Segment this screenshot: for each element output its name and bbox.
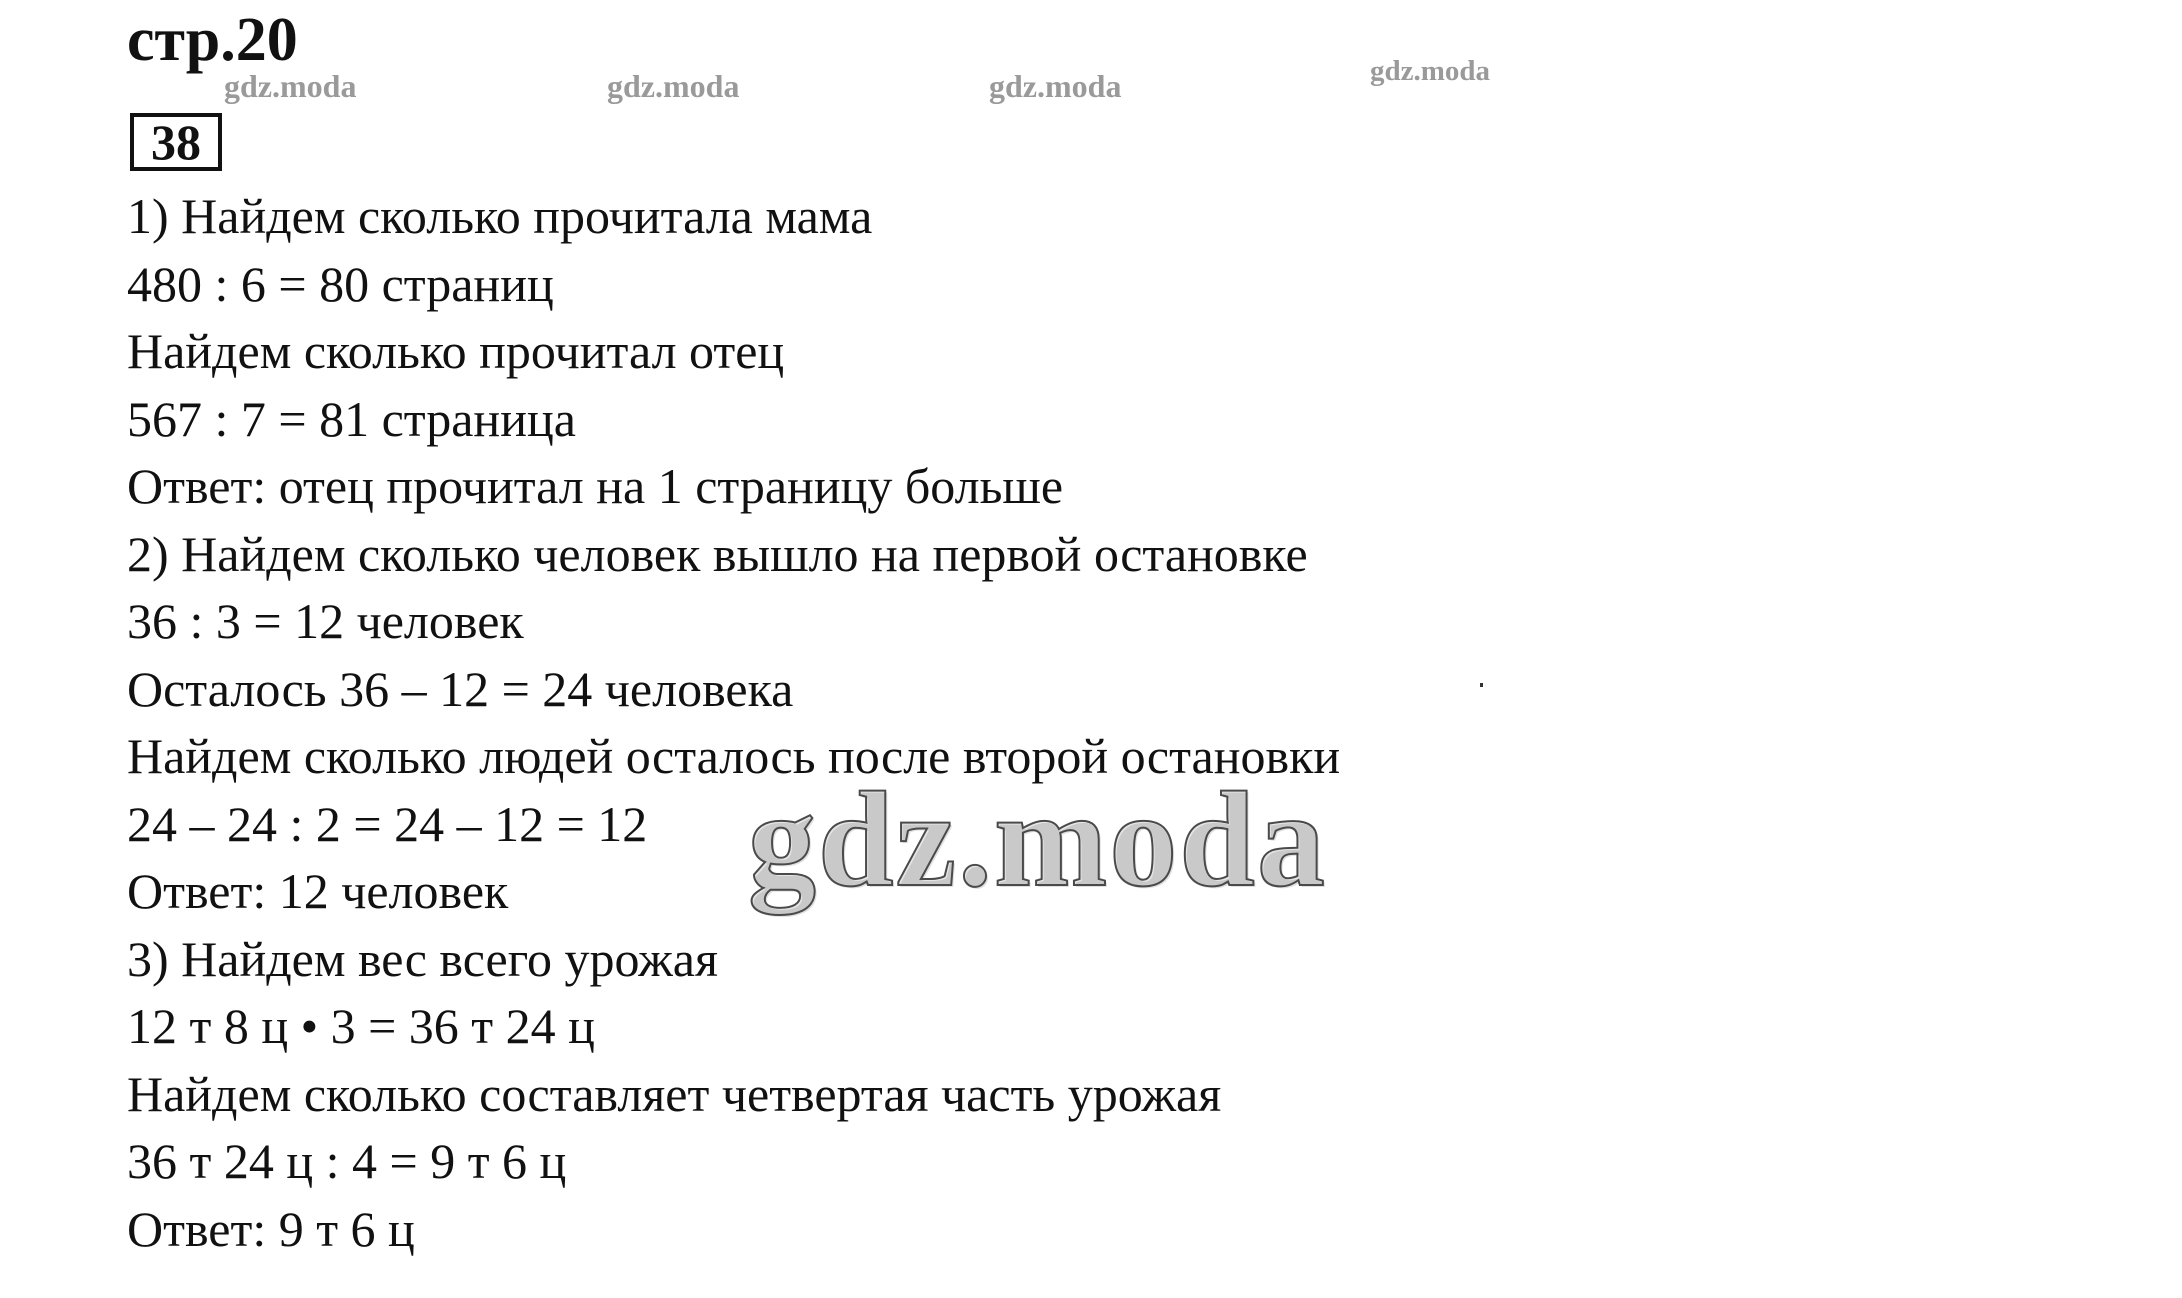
solution-line: 480 : 6 = 80 страниц bbox=[127, 255, 554, 312]
watermark-large: gdz.moda bbox=[748, 765, 1327, 915]
page-number: стр.20 bbox=[127, 6, 298, 74]
ink-speck bbox=[1480, 683, 1483, 687]
solution-line: 567 : 7 = 81 страница bbox=[127, 390, 576, 447]
watermark: gdz.moda bbox=[607, 68, 740, 104]
solution-line: Ответ: 9 т 6 ц bbox=[127, 1200, 415, 1257]
solution-line: Ответ: 12 человек bbox=[127, 863, 509, 919]
solution-line: 2) Найдем сколько человек вышло на первой остановке bbox=[127, 525, 1308, 582]
solution-line: 36 : 3 = 12 человек bbox=[127, 593, 524, 649]
solution-line: 36 т 24 ц : 4 = 9 т 6 ц bbox=[127, 1133, 567, 1189]
solution-line: Найдем сколько составляет четвертая часть урожая bbox=[127, 1065, 1222, 1122]
solution-line: Осталось 36 – 12 = 24 человека bbox=[127, 660, 794, 717]
watermark: gdz.moda bbox=[989, 68, 1122, 104]
task-number-badge: 38 bbox=[130, 113, 222, 171]
solution-text bbox=[127, 183, 1340, 1263]
solution-line: 24 – 24 : 2 = 24 – 12 = 12 bbox=[127, 795, 648, 852]
solution-line: 3) Найдем вес всего урожая bbox=[127, 930, 718, 987]
solution-line: Найдем сколько людей осталось после второй остановки bbox=[127, 728, 1341, 784]
solution-line: 12 т 8 ц • 3 = 36 т 24 ц bbox=[127, 998, 595, 1054]
solution-line: Ответ: отец прочитал на 1 страницу больше bbox=[127, 458, 1064, 514]
watermark: gdz.moda bbox=[1370, 55, 1491, 87]
solution-line: Найдем сколько прочитал отец bbox=[127, 323, 785, 379]
solution-line: 1) Найдем сколько прочитала мама bbox=[127, 188, 873, 244]
watermark: gdz.moda bbox=[224, 68, 357, 104]
